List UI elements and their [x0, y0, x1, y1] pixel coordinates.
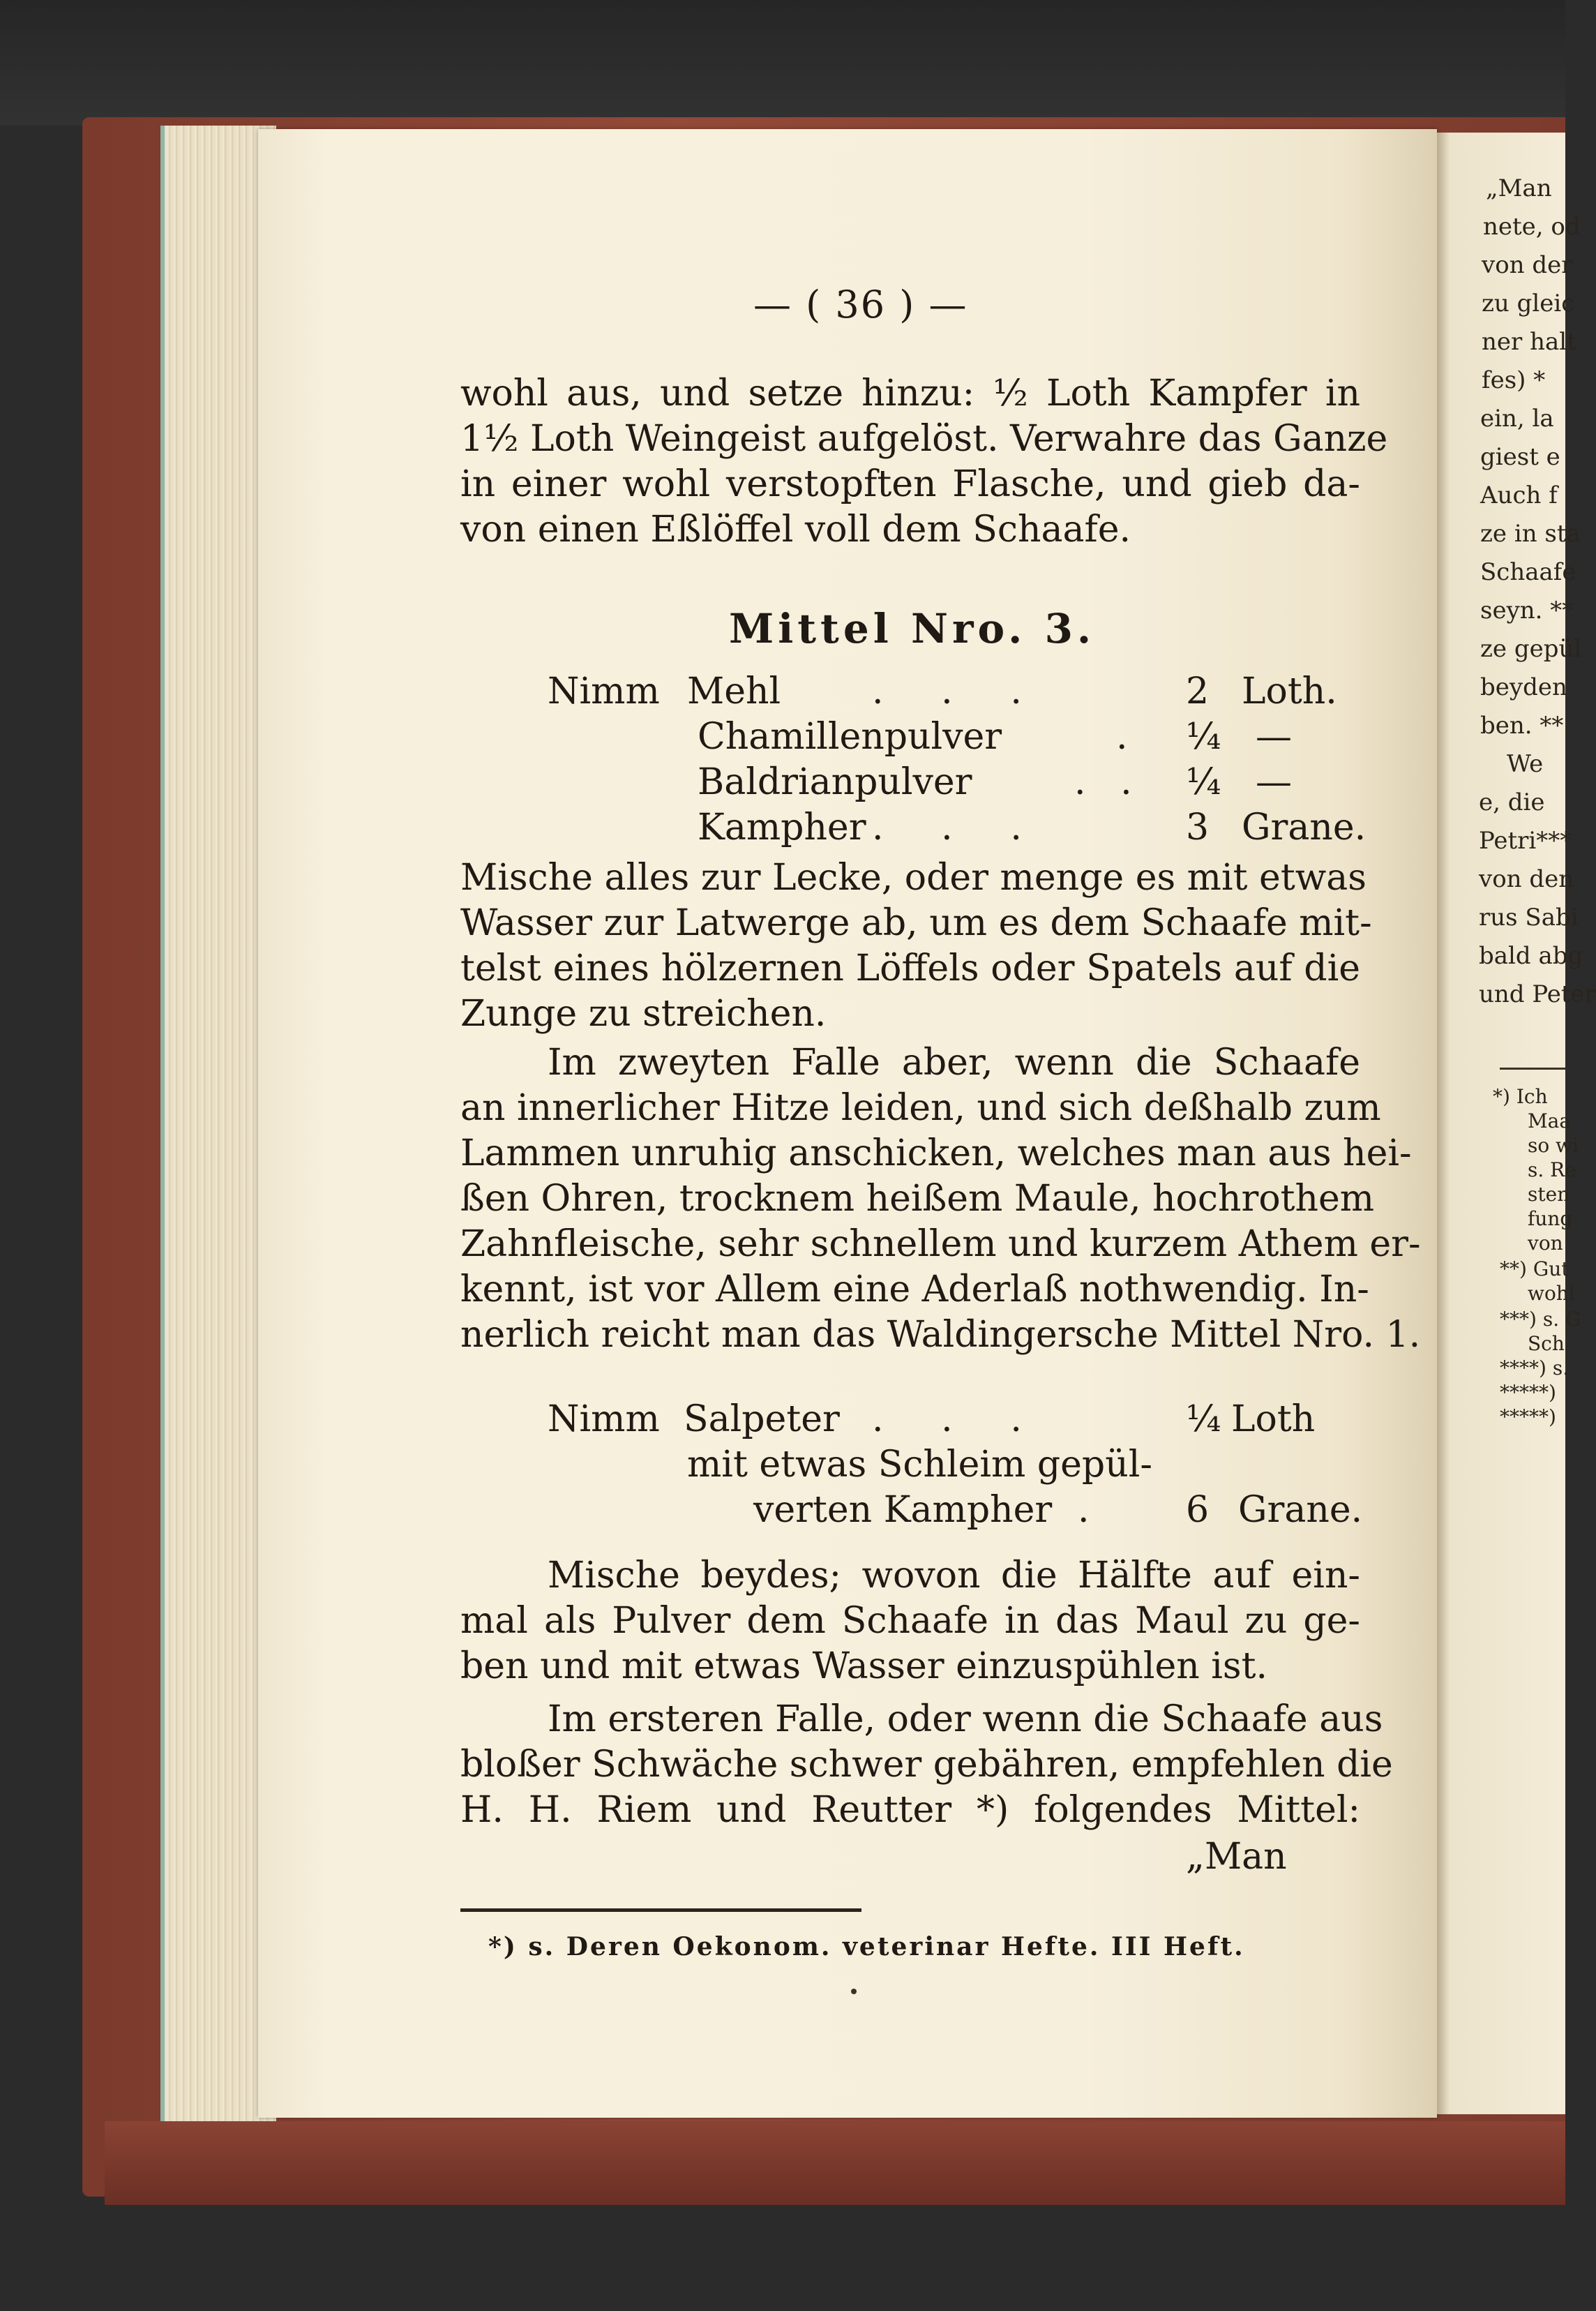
- facing-footnote-rule: [1500, 1068, 1565, 1070]
- facing-footnote: sten: [1528, 1183, 1570, 1206]
- facing-line: rus Sabi: [1479, 904, 1579, 932]
- recipe-item-amount: ¼: [1186, 716, 1221, 758]
- facing-line: und Peter: [1479, 980, 1596, 1008]
- facing-line: fes) *: [1482, 366, 1546, 394]
- facing-line: bald abg: [1479, 942, 1583, 970]
- facing-footnote: Sch: [1528, 1332, 1565, 1355]
- facing-footnote: s. Re: [1528, 1158, 1576, 1181]
- facing-line: ze gepül: [1480, 635, 1582, 663]
- recipe-item-amount: 6: [1186, 1489, 1210, 1531]
- ink-speck: [851, 1989, 857, 1994]
- facing-line: nete, od: [1483, 213, 1581, 241]
- facing-footnote: so wi: [1528, 1134, 1579, 1157]
- facing-line: zu gleic: [1482, 290, 1575, 317]
- recipe-item-amount: 3: [1186, 807, 1210, 848]
- facing-footnote: *****): [1500, 1405, 1556, 1428]
- recipe-leader: . . .: [872, 671, 1022, 712]
- text-line: nerlich reicht man das Waldingersche Mittel Nro. 1.: [460, 1314, 1421, 1356]
- recipe-item-unit: —: [1256, 716, 1292, 758]
- facing-line: ein, la: [1480, 405, 1554, 433]
- text-line: Zunge zu streichen.: [460, 993, 827, 1035]
- text-line: ben und mit etwas Wasser einzuspühlen ist.: [460, 1645, 1267, 1687]
- page-header: — ( 36 ) —: [753, 283, 968, 327]
- facing-line: e, die: [1479, 788, 1545, 816]
- recipe-item-amount: 2: [1186, 671, 1210, 712]
- facing-footnote: *) Ich: [1493, 1085, 1548, 1108]
- facing-line: Schaafe: [1480, 558, 1576, 586]
- recipe-leader: .: [1078, 1489, 1090, 1531]
- recipe-item-amount: ¼: [1186, 761, 1221, 803]
- facing-line: seyn. **: [1480, 597, 1574, 625]
- facing-line: Petri***: [1479, 827, 1572, 855]
- recipe-leader: .: [1116, 716, 1128, 758]
- facing-line: Auch f: [1480, 481, 1558, 509]
- text-line: Mische alles zur Lecke, oder menge es mit etwas: [460, 857, 1367, 899]
- facing-line: ben. **: [1480, 712, 1564, 740]
- facing-line: giest e: [1480, 443, 1560, 471]
- facing-line: „Man: [1486, 174, 1552, 202]
- section-heading: Mittel Nro. 3.: [729, 605, 1096, 652]
- facing-footnote: fung: [1528, 1207, 1573, 1230]
- facing-line: We: [1507, 750, 1544, 778]
- recipe-item-name: Chamillenpulver: [698, 716, 1002, 758]
- recipe-item-unit: Grane.: [1238, 1489, 1363, 1531]
- footnote-rule: [460, 1908, 861, 1912]
- text-line: Im ersteren Falle, oder wenn die Schaafe aus: [548, 1698, 1383, 1740]
- recipe-item-name: Salpeter: [684, 1398, 840, 1440]
- facing-footnote: wohl: [1528, 1282, 1575, 1305]
- recipe-leader: . . .: [872, 1398, 1022, 1440]
- recipe-item-name: mit etwas Schleim gepül-: [687, 1444, 1152, 1486]
- recipe-lead: Nimm: [548, 1398, 660, 1440]
- text-line: bloßer Schwäche schwer gebähren, empfehlen die: [460, 1744, 1393, 1786]
- recipe-item-name: Kampher: [698, 807, 866, 848]
- recipe-item-name: Mehl: [687, 671, 781, 712]
- text-line: in einer wohl verstopften Flasche, und gieb da-: [460, 463, 1360, 505]
- recipe-item-unit: —: [1256, 761, 1292, 803]
- recipe-leader: . .: [1074, 761, 1132, 803]
- catchword: „Man: [1186, 1836, 1287, 1878]
- recipe-item-amount: ¼: [1186, 1398, 1221, 1440]
- facing-line: von der: [1482, 251, 1573, 279]
- text-line: Wasser zur Latwerge ab, um es dem Schaafe mit-: [460, 902, 1372, 944]
- recipe-item-name: Baldrianpulver: [698, 761, 972, 803]
- text-line: Lammen unruhig anschicken, welches man aus hei-: [460, 1132, 1412, 1174]
- facing-page: [1437, 133, 1596, 2114]
- facing-line: beyden: [1480, 673, 1567, 701]
- facing-footnote: ****) s.: [1500, 1356, 1569, 1379]
- text-line: an innerlicher Hitze leiden, und sich deßhalb zum: [460, 1087, 1381, 1129]
- text-line: mal als Pulver dem Schaafe in das Maul zu ge-: [460, 1600, 1360, 1642]
- text-line: telst eines hölzernen Löffels oder Spatels auf die: [460, 948, 1360, 989]
- footnote: *) s. Deren Oekonom. veterinar Hefte. III Heft.: [488, 1932, 1245, 1961]
- facing-footnote: Maa: [1528, 1109, 1572, 1132]
- book-cover-edge: [105, 2121, 1565, 2205]
- text-line: Im zweyten Falle aber, wenn die Schaafe: [548, 1042, 1360, 1084]
- text-line: kennt, ist vor Allem eine Aderlaß nothwendig. In-: [460, 1269, 1369, 1310]
- recipe-lead: Nimm: [548, 671, 660, 712]
- facing-footnote: **) Gut: [1500, 1257, 1569, 1280]
- facing-footnote: ***) s. G: [1500, 1308, 1581, 1331]
- text-line: 1½ Loth Weingeist aufgelöst. Verwahre das Ganze: [460, 418, 1388, 460]
- text-line: wohl aus, und setze hinzu: ½ Loth Kampfer in: [460, 373, 1360, 414]
- recipe-item-unit: Loth.: [1242, 671, 1337, 712]
- recipe-item-unit: Loth: [1231, 1398, 1316, 1440]
- text-line: H. H. Riem und Reutter *) folgendes Mittel:: [460, 1789, 1360, 1831]
- recipe-item-name: verten Kampher: [753, 1489, 1053, 1531]
- facing-footnote: von: [1528, 1232, 1563, 1255]
- text-line: ßen Ohren, trocknem heißem Maule, hochrothem: [460, 1178, 1375, 1220]
- facing-line: ze in sta: [1480, 520, 1581, 548]
- facing-line: von den: [1479, 865, 1574, 893]
- recipe-leader: . . .: [872, 807, 1022, 848]
- text-line: Mische beydes; wovon die Hälfte auf ein-: [548, 1555, 1360, 1596]
- facing-footnote: *****): [1500, 1381, 1556, 1404]
- text-line: von einen Eßlöffel voll dem Schaafe.: [460, 509, 1131, 551]
- background: [0, 0, 1565, 126]
- recipe-item-unit: Grane.: [1242, 807, 1367, 848]
- facing-line: ner halt: [1482, 328, 1576, 356]
- text-line: Zahnfleische, sehr schnellem und kurzem Athem er-: [460, 1223, 1421, 1265]
